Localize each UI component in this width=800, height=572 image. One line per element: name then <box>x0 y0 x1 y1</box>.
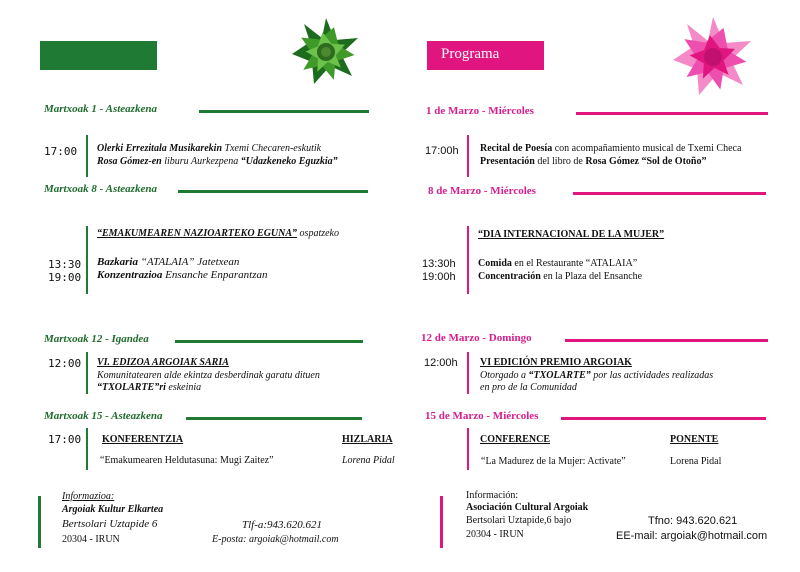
right-time-2a: 13:30h <box>422 258 456 270</box>
left-event-3-line1: Komunitatearen alde ekintza desberdinak garatu dituen <box>97 370 320 381</box>
left-event-2-line1 <box>97 256 239 268</box>
left-time-3: 12:00 <box>48 357 82 370</box>
right-rule-4 <box>561 417 766 420</box>
right-rule-3 <box>565 339 768 342</box>
right-event-1-line1 <box>480 143 741 154</box>
right-event-2-title: “DIA INTERNACIONAL DE LA MUJER” <box>478 229 665 240</box>
left-footer-address: Bertsolari Uztapide 6 <box>62 518 158 530</box>
left-footer-org: Argoiak Kultur Elkartea <box>62 504 164 515</box>
left-vbar-1 <box>86 135 88 177</box>
left-event-1-author: Rosa Gómez-en <box>97 156 162 167</box>
right-event-2-gathering-place: en la Plaza del Ensanche <box>540 271 643 282</box>
right-event-3-prefix: Otorgado a <box>480 370 529 381</box>
left-event-1-bold: Olerki Errezitala Musikarekin <box>97 143 223 154</box>
left-event-2-heading <box>97 228 339 239</box>
right-event-1-line2 <box>480 156 706 167</box>
left-event-1-line2 <box>97 156 338 167</box>
right-event-3-line2: en pro de la Comunidad <box>480 382 577 393</box>
left-date-1: Martxoak 1 - Asteazkena <box>44 103 157 115</box>
pink-flower-icon <box>670 14 756 100</box>
left-event-3-line2 <box>97 382 201 393</box>
right-event-1-mid: del libro de <box>534 156 586 167</box>
left-event-1-mid: liburu Aurkezpena <box>161 156 241 167</box>
right-event-3-rest: por las actividades realizadas <box>590 370 714 381</box>
left-event-2-meal-place: “ATALAIA” Jatetxean <box>137 256 240 268</box>
right-event-1-presentation: Presentación <box>480 156 535 167</box>
right-event-3-recipient: “TXOLARTE” <box>528 370 591 381</box>
right-event-4-conference-label: CONFERENCE <box>480 434 551 445</box>
left-time-4: 17:00 <box>48 433 82 446</box>
left-event-2-gathering-place: Ensanche Enparantzan <box>162 269 268 281</box>
right-footer-phone: Tfno: 943.620.621 <box>648 515 738 527</box>
left-vbar-2 <box>86 226 88 294</box>
right-event-3-line1 <box>480 370 713 381</box>
left-event-1-line1 <box>97 143 321 154</box>
right-rule-2 <box>573 192 766 195</box>
left-footer-label: Informazioa: <box>62 491 115 502</box>
left-vbar-3 <box>86 352 88 394</box>
left-footer-bar <box>38 496 41 548</box>
left-event-4-speaker-label: HIZLARIA <box>342 434 393 445</box>
left-event-3-title: VI. EDIZOA ARGOIAK SARIA <box>97 357 229 368</box>
right-event-2-gathering: Concentración <box>478 271 541 282</box>
right-event-2-line2 <box>478 271 642 282</box>
left-event-2-title: “EMAKUMEAREN NAZIOARTEKO EGUNA” <box>97 228 298 239</box>
right-date-1: 1 de Marzo - Miércoles <box>426 105 534 117</box>
right-footer-org: Asociación Cultural Argoiak <box>466 502 589 513</box>
right-vbar-1 <box>467 135 469 177</box>
left-time-2b: 19:00 <box>48 271 82 284</box>
right-footer-email: EE-mail: argoiak@hotmail.com <box>616 530 768 542</box>
right-vbar-3 <box>467 352 469 394</box>
left-footer-email: E-posta: argoiak@hotmail.com <box>212 534 339 545</box>
left-time-2a: 13:30 <box>48 258 82 271</box>
left-date-3: Martxoak 12 - Igandea <box>44 333 149 345</box>
left-event-2-gathering: Konzentrazioa <box>97 269 163 281</box>
right-event-4-speaker: Lorena Pidal <box>670 456 722 467</box>
right-vbar-4 <box>467 428 469 470</box>
right-event-1-rest: con acompañamiento musical de Txemi Checa <box>552 143 742 154</box>
left-event-2-suffix: ospatzeko <box>297 228 339 239</box>
left-rule-4 <box>186 417 362 420</box>
left-date-2: Martxoak 8 - Asteazkena <box>44 183 157 195</box>
left-event-3-recipient: “TXOLARTE”ri <box>97 382 166 393</box>
right-event-3-title: VI EDICIÓN PREMIO ARGOIAK <box>480 357 632 368</box>
right-event-2-meal-place: en el Restaurante “ATALAIA” <box>511 258 638 269</box>
left-event-3-rest: eskeinia <box>165 382 202 393</box>
right-footer-bar <box>440 496 443 548</box>
left-vbar-4 <box>86 428 88 470</box>
left-event-4-conference-label: KONFERENTZIA <box>102 434 184 445</box>
right-event-4-speaker-label: PONENTE <box>670 434 719 445</box>
right-date-4: 15 de Marzo - Miércoles <box>425 410 539 422</box>
right-date-2: 8 de Marzo - Miércoles <box>428 185 536 197</box>
right-vbar-2 <box>467 226 469 294</box>
left-footer-phone: Tlf-a:943.620.621 <box>242 519 323 531</box>
left-event-2-line2 <box>97 269 268 281</box>
left-header-bar <box>40 41 157 70</box>
right-time-2b: 19:00h <box>422 271 456 283</box>
right-footer-city: 20304 - IRUN <box>466 529 524 540</box>
right-time-3: 12:00h <box>424 357 458 369</box>
left-event-1-rest: Txemi Checaren-eskutik <box>222 143 322 154</box>
left-time-1: 17:00 <box>44 145 78 158</box>
left-event-4-conference-title: “Emakumearen Heldutasuna: Mugi Zaitez” <box>100 455 274 466</box>
right-rule-1 <box>576 112 768 115</box>
right-event-1-title: “Sol de Otoño” <box>638 156 707 167</box>
left-rule-3 <box>175 340 363 343</box>
left-rule-2 <box>178 190 368 193</box>
right-event-1-bold: Recital de Poesía <box>480 143 553 154</box>
right-event-2-line1 <box>478 258 637 269</box>
left-footer-city: 20304 - IRUN <box>62 534 120 545</box>
left-event-4-speaker: Lorena Pidal <box>342 455 395 466</box>
right-header-bar <box>427 41 544 70</box>
right-event-1-author: Rosa Gómez <box>585 156 639 167</box>
right-time-1: 17:00h <box>425 145 459 157</box>
green-flower-icon <box>286 16 366 88</box>
right-event-2-meal: Comida <box>478 258 512 269</box>
left-date-4: Martxoak 15 - Asteazkena <box>44 410 163 422</box>
program-title: Programa <box>441 46 500 62</box>
right-footer-label: Información: <box>466 490 519 501</box>
left-event-1-title: “Udazkeneko Eguzkia” <box>240 156 338 167</box>
right-event-4-conference-title: “La Madurez de la Mujer: Activate” <box>481 456 626 467</box>
right-date-3: 12 de Marzo - Domingo <box>421 332 532 344</box>
right-footer-address: Bertsolari Uztapide,6 bajo <box>466 515 572 526</box>
left-rule-1 <box>199 110 369 113</box>
left-event-2-meal: Bazkaria <box>97 256 138 268</box>
